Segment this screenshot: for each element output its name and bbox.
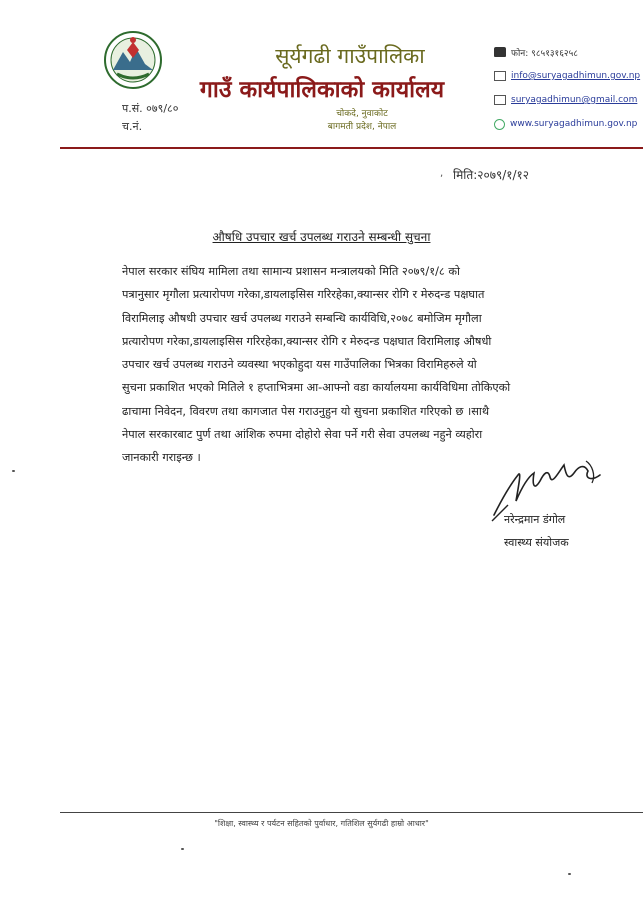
body-line: नेपाल सरकारबाट पुर्ण तथा आंशिक रुपमा दोहोरो सेवा पर्ने गरी सेवा उपलब्ध नहुने व्यहोरा <box>122 428 483 442</box>
footer-slogan: "शिक्षा, स्वास्थ्य र पर्यटन सहितको पुर्वाधार, गतिशिल सुर्यगढी हाम्रो आधार" <box>214 819 429 828</box>
scan-speck <box>181 848 184 850</box>
signer-title: स्वास्थ्य संयोजक <box>504 536 569 549</box>
letter-subject <box>0 228 643 245</box>
contact-email-2 <box>494 94 640 106</box>
body-line: ढाचामा निवेदन, विवरण तथा कागजात पेस गराउनुहुन यो सुचना प्रकाशित गरिएको छ ।साथै <box>122 404 490 418</box>
contact-phone <box>494 46 640 58</box>
signer-name: नरेन्द्रमान डंगोल <box>504 513 566 526</box>
letter-reference-number: प.सं. ०७९/८० <box>122 102 179 115</box>
dispatch-number: च.नं. <box>122 120 143 133</box>
mail-icon <box>494 71 506 81</box>
reference-numbers <box>122 100 178 136</box>
email-link-info[interactable]: info@suryagadhimun.gov.np <box>511 71 641 81</box>
phone-icon <box>494 47 506 57</box>
footer-divider <box>60 812 643 813</box>
address-line-2: बागमती प्रदेश, नेपाल <box>327 122 397 132</box>
subject-text: औषधि उपचार खर्च उपलब्ध गराउने सम्बन्धी सुचना <box>212 230 431 244</box>
contact-website <box>494 118 640 130</box>
phone-number: फोन: ९८५१३१६२५८ <box>511 48 578 59</box>
header-divider <box>60 147 643 149</box>
letter-body <box>122 260 586 470</box>
contact-email-1 <box>494 70 640 82</box>
date-tick-mark: , <box>440 168 444 179</box>
letter-date: मिति:२०७९/१/१२ <box>453 168 530 182</box>
office-title: गाउँ कार्यपालिकाको कार्यालय <box>199 77 445 103</box>
municipality-name: सूर्यगढी गाउँपालिका <box>275 44 425 68</box>
globe-icon <box>494 119 505 130</box>
body-line: नेपाल सरकार संघिय मामिला तथा सामान्य प्रशासन मन्त्रालयको मिति २०७९/१/८ को <box>122 265 460 278</box>
address-line-1: चोकदे, नुवाकोट <box>336 109 388 119</box>
body-line: प्रत्यारोपण गरेका,डायलाइसिस गरिरहेका,क्यान्सर रोगि र मेरुदन्ड पक्षघात विरामिलाइ औषधी <box>122 334 492 348</box>
office-address <box>272 108 452 134</box>
scan-speck <box>12 470 15 472</box>
body-line: पत्रानुसार मृगौला प्रत्यारोपण गरेका,डायलाइसिस गरिरहेका,क्यान्सर रोगि र मेरुदन्ड पक्षघात <box>122 288 485 302</box>
website-link[interactable]: www.suryagadhimun.gov.np <box>510 119 638 129</box>
contact-block <box>494 46 640 142</box>
body-line: उपचार खर्च उपलब्ध गराउने व्यवस्था भएकोहुदा यस गाउँपालिका भित्रका विरामिहरुले यो <box>122 358 477 372</box>
mail-icon <box>494 95 506 105</box>
scan-speck <box>568 873 571 875</box>
body-line: जानकारी गराइन्छ । <box>122 451 201 465</box>
email-link-gmail[interactable]: suryagadhimun@gmail.com <box>511 95 638 105</box>
body-line: विरामिलाइ औषधी उपचार खर्च उपलब्ध गराउने सम्बन्धि कार्यविधि,२०७८ बमोजिम मृगौला <box>122 311 482 325</box>
body-line: सुचना प्रकाशित भएको मितिले १ हप्ताभित्रमा आ-आफ्नो वडा कार्यालयमा कार्यविधिमा तोकिएको <box>122 381 511 395</box>
